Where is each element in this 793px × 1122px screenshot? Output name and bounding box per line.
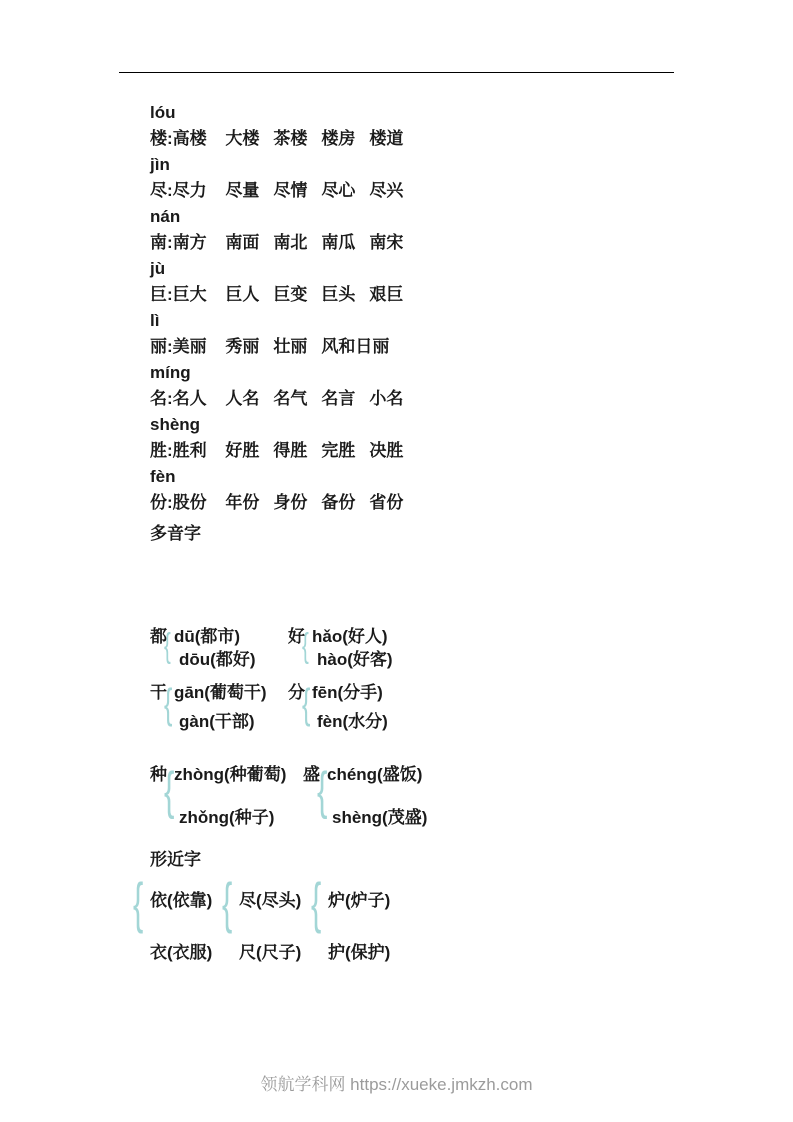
similar-top-word: 尽(尽头)	[239, 891, 302, 910]
polyphone-pair	[288, 622, 508, 670]
word-head: 南:南方	[150, 233, 207, 252]
word-row	[150, 464, 403, 516]
similar-pair-column	[328, 886, 390, 963]
similar-bottom-word: 护(保护)	[328, 943, 391, 962]
similar-pair	[133, 871, 222, 962]
polyphone-pair	[288, 678, 508, 736]
word-item: 身份	[273, 493, 308, 512]
similar-top-word: 依(依靠)	[150, 891, 213, 910]
polyphone-reading-2: fèn(水分)	[317, 712, 388, 731]
word-item: 省份	[369, 493, 404, 512]
polyphone-pair	[150, 678, 288, 736]
polyphone-reading-1: gān(葡萄干)	[174, 683, 267, 702]
word-item: 茶楼	[273, 129, 308, 148]
word-head: 巨:巨大	[150, 285, 207, 304]
word-item: 巨头	[321, 285, 356, 304]
word-line	[150, 490, 403, 516]
word-line	[150, 230, 403, 256]
polyphone-char: 干	[150, 683, 167, 702]
word-item: 楼道	[369, 129, 404, 148]
pinyin-label: fèn	[150, 467, 176, 486]
word-row	[150, 256, 403, 308]
brace-icon: {	[164, 680, 173, 727]
polyphone-reading-1: dū(都市)	[174, 627, 241, 646]
word-item: 巨人	[225, 285, 260, 304]
word-item: 小名	[369, 389, 404, 408]
brace-icon: {	[317, 762, 328, 820]
similar-pair	[311, 871, 400, 962]
similar-section-title: 形近字	[150, 850, 201, 869]
polyphone-char: 种	[150, 765, 167, 784]
word-item: 风和日丽	[321, 337, 390, 356]
word-item: 秀丽	[225, 337, 260, 356]
polyphone-reading-1: chéng(盛饭)	[327, 765, 423, 784]
word-row	[150, 152, 403, 204]
word-row	[150, 204, 403, 256]
footer-watermark: 领航学科网 https://xueke.jmkzh.com	[260, 1075, 533, 1094]
similar-bottom-word: 尺(尺子)	[239, 943, 302, 962]
polyphone-reading-2: shèng(茂盛)	[332, 808, 428, 827]
word-item: 名言	[321, 389, 356, 408]
word-item: 备份	[321, 493, 356, 512]
word-item: 尽心	[321, 181, 356, 200]
similar-pair-column	[150, 886, 212, 963]
word-item: 大楼	[225, 129, 260, 148]
polyphone-section-title: 多音字	[150, 524, 201, 543]
word-line	[150, 334, 403, 360]
word-item: 尽情	[273, 181, 308, 200]
word-item: 年份	[225, 493, 260, 512]
similar-top-word: 炉(炉子)	[328, 891, 391, 910]
word-head: 份:股份	[150, 493, 207, 512]
brace-icon: {	[222, 871, 233, 934]
word-item: 楼房	[321, 129, 356, 148]
polyphone-pair	[150, 622, 288, 670]
pinyin-label: jù	[150, 259, 166, 278]
word-item: 南宋	[369, 233, 404, 252]
pinyin-label: shèng	[150, 415, 201, 434]
word-item: 巨变	[273, 285, 308, 304]
word-item: 南北	[273, 233, 308, 252]
word-item: 艰巨	[369, 285, 404, 304]
brace-icon: {	[133, 871, 144, 934]
word-list-section	[150, 100, 403, 516]
word-line	[150, 282, 403, 308]
polyphone-reading-2: zhǒng(种子)	[179, 808, 275, 827]
polyphone-row	[150, 622, 508, 670]
word-row	[150, 360, 403, 412]
word-item: 得胜	[273, 441, 308, 460]
polyphone-reading-1: fēn(分手)	[312, 683, 383, 702]
polyphone-row	[150, 760, 523, 832]
word-item: 南面	[225, 233, 260, 252]
polyphone-pair	[150, 760, 303, 832]
brace-icon: {	[302, 627, 309, 665]
polyphone-char: 盛	[303, 765, 320, 784]
word-row	[150, 308, 403, 360]
word-item: 尽兴	[369, 181, 404, 200]
word-head: 尽:尽力	[150, 181, 207, 200]
polyphone-char: 都	[150, 627, 167, 646]
polyphone-reading-1: hǎo(好人)	[312, 627, 388, 646]
word-head: 胜:胜利	[150, 441, 207, 460]
word-item: 壮丽	[273, 337, 308, 356]
polyphone-reading-2: dōu(都好)	[179, 650, 256, 669]
pinyin-label: jìn	[150, 155, 170, 174]
polyphone-reading-1: zhòng(种葡萄)	[174, 765, 287, 784]
header-separator-line	[119, 72, 674, 73]
similar-pair-column	[239, 886, 301, 963]
word-line	[150, 178, 403, 204]
word-item: 人名	[225, 389, 260, 408]
word-head: 丽:美丽	[150, 337, 207, 356]
polyphone-reading-2: gàn(干部)	[179, 712, 255, 731]
word-item: 南瓜	[321, 233, 356, 252]
word-row	[150, 100, 403, 152]
pinyin-label: nán	[150, 207, 181, 226]
word-row	[150, 412, 403, 464]
word-line	[150, 126, 403, 152]
word-line	[150, 438, 403, 464]
similar-section	[133, 871, 400, 962]
pinyin-label: lóu	[150, 103, 176, 122]
word-head: 楼:高楼	[150, 129, 207, 148]
word-item: 尽量	[225, 181, 260, 200]
brace-icon: {	[164, 762, 175, 820]
similar-bottom-word: 衣(衣服)	[150, 943, 213, 962]
polyphone-char: 分	[288, 683, 305, 702]
polyphone-row	[150, 678, 508, 736]
polyphone-char: 好	[288, 627, 305, 646]
word-item: 完胜	[321, 441, 356, 460]
word-item: 好胜	[225, 441, 260, 460]
brace-icon: {	[311, 871, 322, 934]
word-line	[150, 386, 403, 412]
brace-icon: {	[164, 627, 171, 665]
similar-pair	[222, 871, 311, 962]
word-item: 决胜	[369, 441, 404, 460]
brace-icon: {	[302, 680, 311, 727]
polyphone-pair	[303, 760, 523, 832]
word-item: 名气	[273, 389, 308, 408]
word-head: 名:名人	[150, 389, 207, 408]
polyphone-reading-2: hào(好客)	[317, 650, 393, 669]
pinyin-label: lì	[150, 311, 160, 330]
pinyin-label: míng	[150, 363, 191, 382]
